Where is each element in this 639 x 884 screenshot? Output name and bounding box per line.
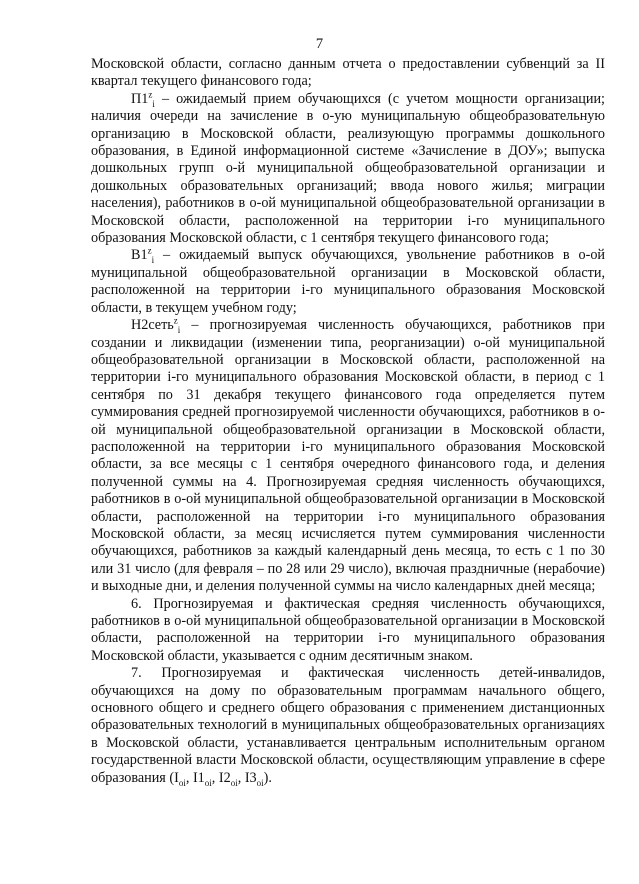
- page-number: 7: [315, 36, 324, 52]
- paragraph-continuation: Московской области, согласно данным отчета о предоставлении субвенций за II квартал текущего финансового года;: [91, 56, 605, 90]
- paragraph-n2-definition: Н2сеть$^z_i$ – прогнозируемая численность обучающихся, работников при создании и ликвидации (изменении типа, реорганизации) о-ой муниципальной общеобразовательной организации в Московской области, расположенной на территории i-го муниципального образования Московской области, в период с 1 сентября по 31 декабря текущего финансового года определяется путем суммирования средней прогнозируемой численности обучающихся, работников в о-ой муниципальной общеобразовательной организации в Московской области, расположенной на территории i-го муниципального образования Московской области, за все месяцы с 1 сентября очередного финансового года, и деления полученной суммы на 4. Прогнозируемая средняя численность обучающихся, работников в о-ой муниципальной общеобразовательной организации в Московской области, расположенной на территории i-го муниципального образования Московской области, за месяц исчисляется путем суммирования численности обучающихся, работников за каждый календарный день месяца, то есть с 1 по 30 или 31 число (для февраля – по 28 или 29 число), включая праздничные (нерабочие) и выходные дни, и деления полученной суммы на число календарных дней месяца;: [91, 315, 605, 595]
- formula-symbol-v1: $В1^z_i$: [131, 245, 155, 266]
- formula-symbol-i: $I_{oi}$: [174, 769, 186, 788]
- paragraph-v1-definition: $В1^z_i$ – ожидаемый выпуск обучающихся, увольнение работников в о-ой муниципальной общеобразовательной организации в Московской области, расположенной на территории i-го муниципального образования Московской области, в текущем учебном году;: [91, 245, 605, 316]
- document-body: [91, 56, 605, 787]
- paragraph-p1-definition: $П1^z_i$ – ожидаемый прием обучающихся (с учетом мощности организации; наличия очереди на зачисление в о-ую муниципальную общеобразовательную организацию в Московской области, реализующую программы дошкольного образования, в Единой информационной системе «Зачисление в ДОУ»; выпуска дошкольных групп о-й муниципальной общеобразовательной организации и дошкольных образовательных организаций; ввода нового жилья; миграции населения), работников в о-ой муниципальной общеобразовательной организации в Московской области, расположенной на территории i-го муниципального образования Московской области, с 1 сентября текущего финансового года;: [91, 89, 605, 247]
- paragraph-item-7: 7. Прогнозируемая и фактическая численность детей-инвалидов, обучающихся на дому по образовательным программам начального общего, основного общего и среднего общего образования с применением дистанционных образовательных технологий в муниципальных общеобразовательных организациях в Московской области, устанавливается центральным исполнительным органом государственной власти Московской области, осуществляющим управление в сфере образования ($I_{oi}$, $I1_{oi}$, $I2_{oi}$, $I3_{oi}$).: [91, 665, 605, 788]
- formula-symbol-p1: $П1^z_i$: [131, 89, 155, 109]
- formula-symbol-i2: $I2_{oi}$: [218, 769, 238, 788]
- paragraph-item-6: 6. Прогнозируемая и фактическая средняя численность обучающихся, работников в о-ой муниципальной общеобразовательной организации в Московской области, расположенной на территории i-го муниципального образования Московской области, указывается с одним десятичным знаком.: [91, 595, 605, 664]
- formula-symbol-n2: Н2сеть$^z_i$: [131, 315, 181, 335]
- formula-symbol-i3: $I3_{oi}$: [244, 769, 264, 788]
- formula-symbol-i1: $I1_{oi}$: [192, 769, 212, 788]
